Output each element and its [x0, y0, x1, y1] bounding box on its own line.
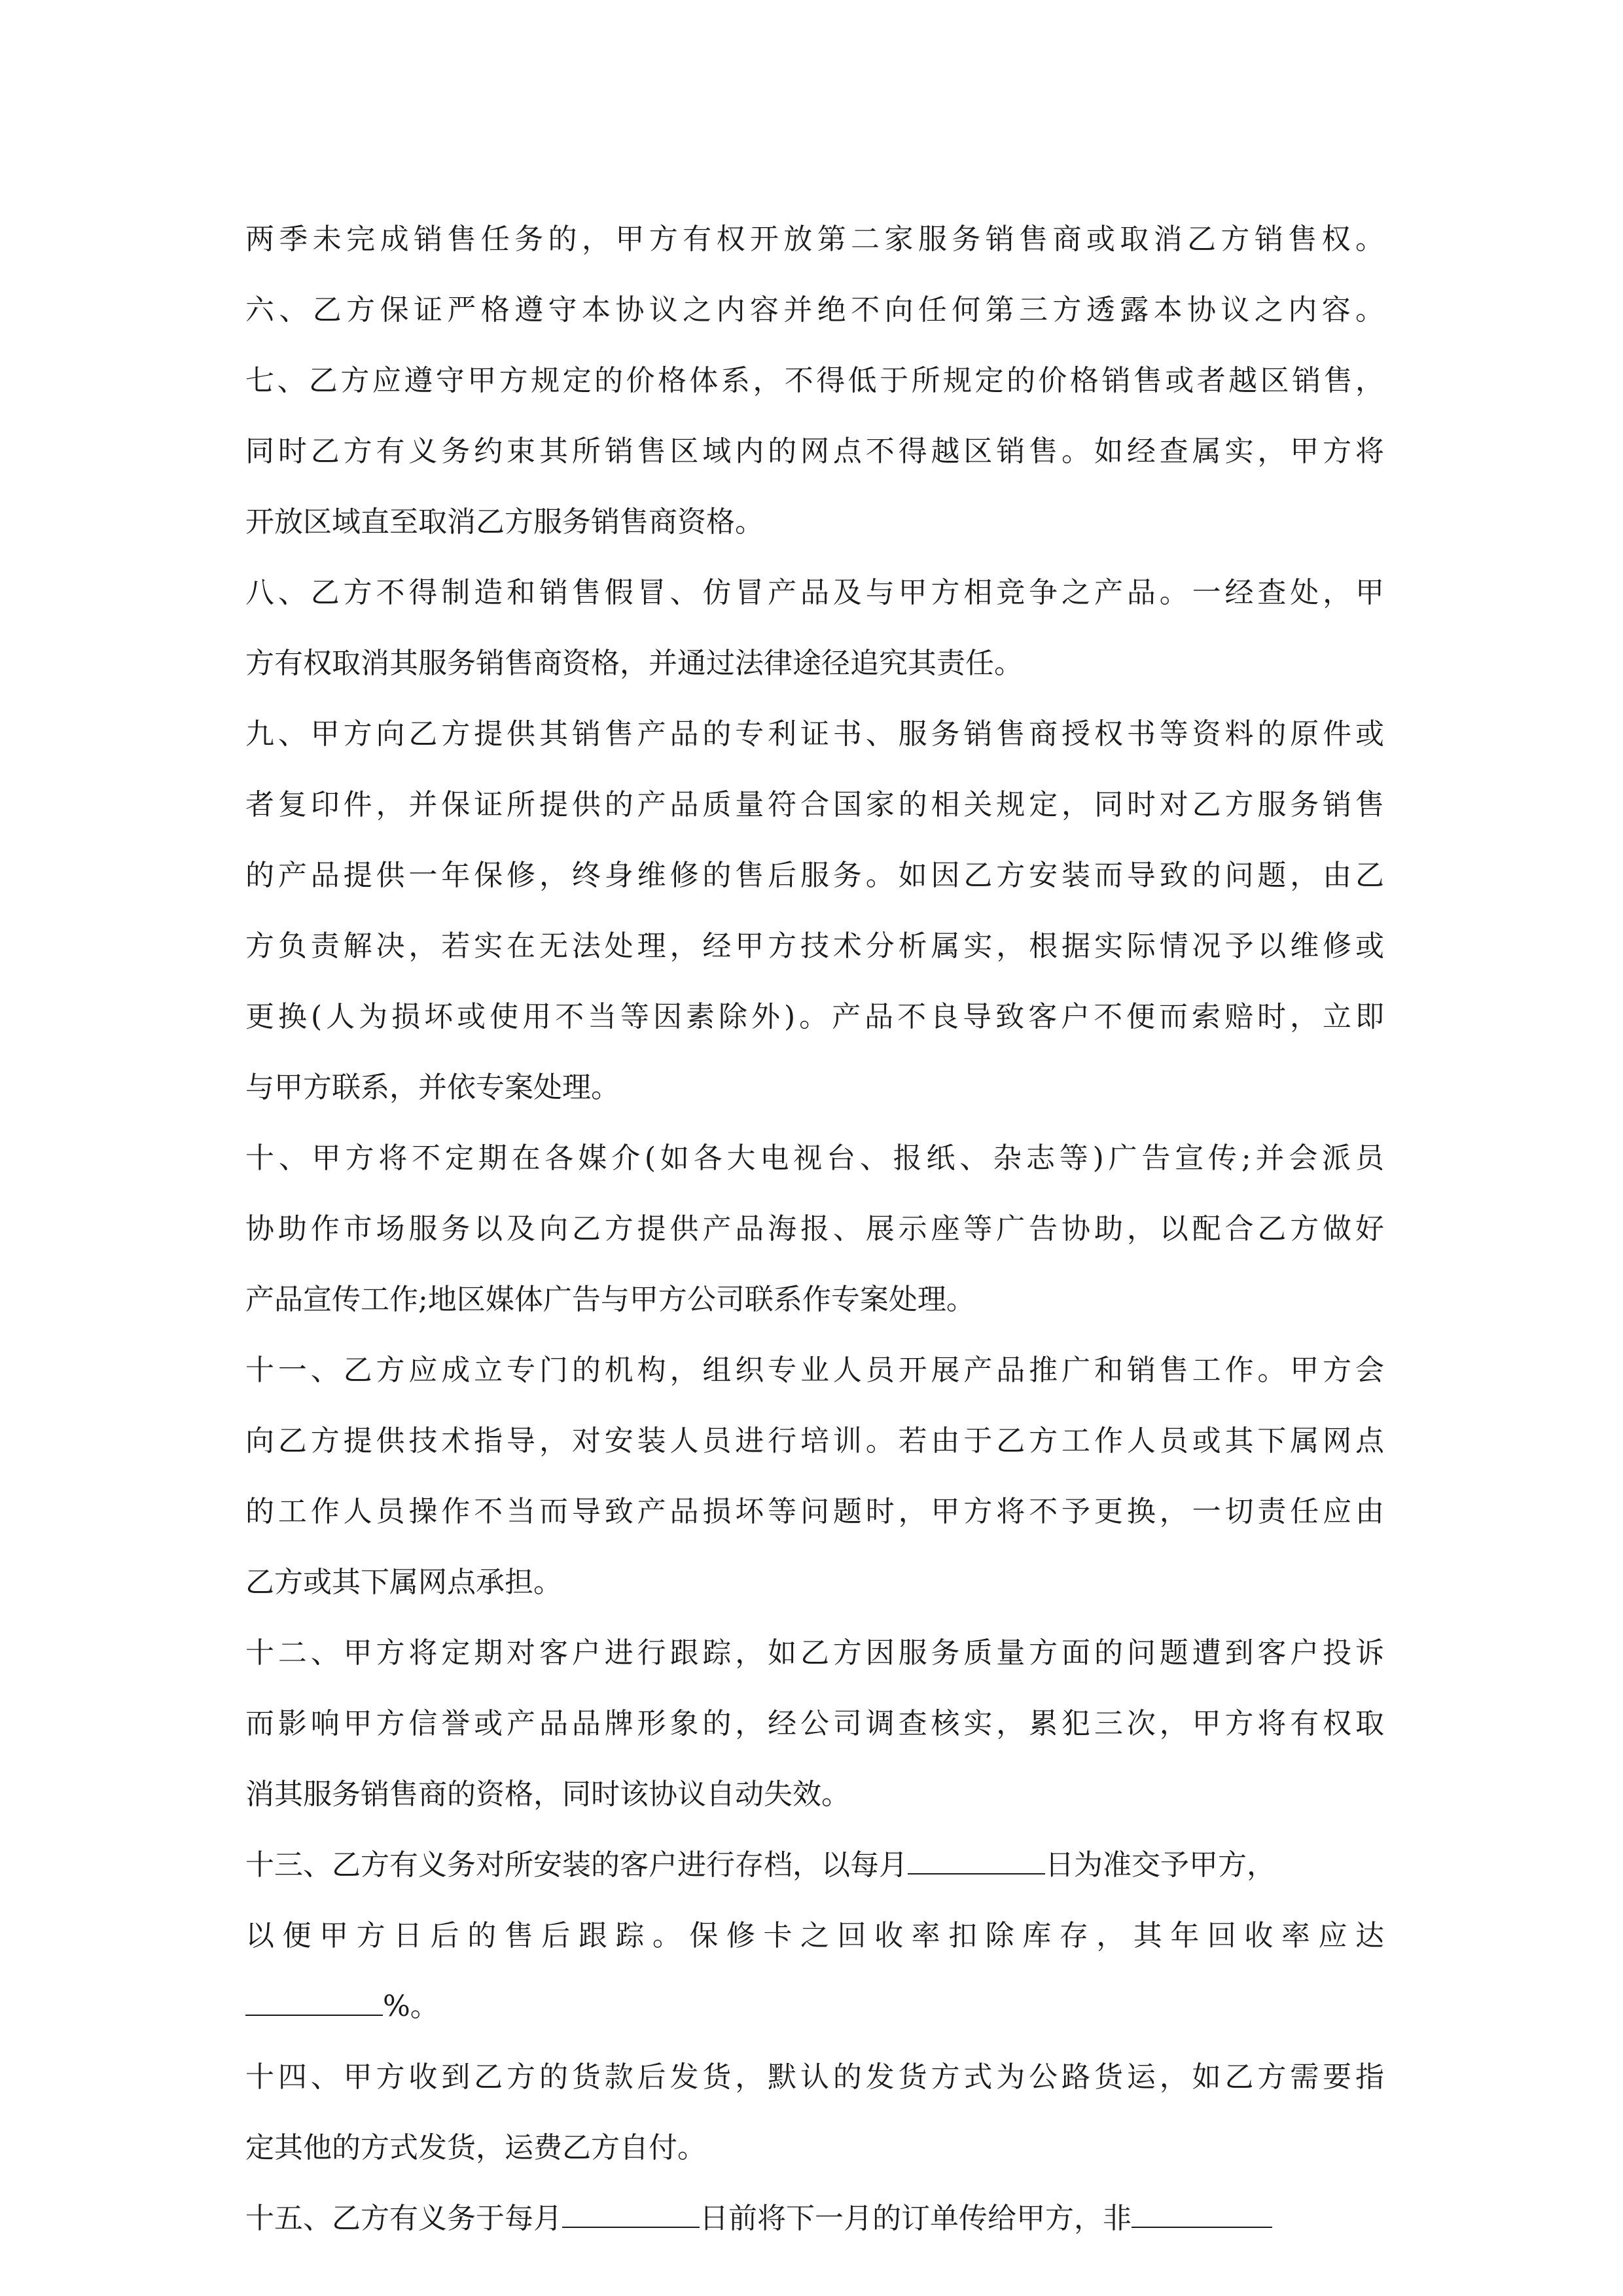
clause-13-text-a: 十三、乙方有义务对所安装的客户进行存档，以每月 — [245, 1848, 908, 1882]
clause-13-line-1 — [245, 1830, 1384, 1901]
text-line: 方有权取消其服务销售商资格，并通过法律途径追究其责任。 — [245, 647, 1023, 680]
text-line: 八、乙方不得制造和销售假冒、仿冒产品及与甲方相竞争之产品。一经查处，甲 — [245, 576, 1384, 609]
text-line: 者复印件，并保证所提供的产品质量符合国家的相关规定，同时对乙方服务销售 — [245, 788, 1384, 821]
text-line: 以便甲方日后的售后跟踪。保修卡之回收率扣除库存，其年回收率应达 — [245, 1919, 1384, 1952]
document-page — [245, 204, 1384, 2254]
clause-13-line-3 — [245, 1971, 1384, 2042]
text-line: 两季未完成销售任务的，甲方有权开放第二家服务销售商或取消乙方销售权。 — [245, 223, 1384, 256]
clause-15-text-b: 日前将下一月的订单传给甲方，非 — [700, 2202, 1132, 2235]
text-line: 更换(人为损坏或使用不当等因素除外)。产品不良导致客户不便而索赔时，立即 — [245, 1000, 1384, 1033]
fill-blank-order-day[interactable] — [562, 2195, 700, 2228]
text-line: 定其他的方式发货，运费乙方自付。 — [245, 2131, 706, 2164]
clause-13-text-b: 日为准交予甲方， — [1045, 1848, 1275, 1882]
text-line: 向乙方提供技术指导，对安装人员进行培训。若由于乙方工作人员或其下属网点 — [245, 1424, 1384, 1458]
text-line: 产品宣传工作;地区媒体广告与甲方公司联系作专案处理。 — [245, 1283, 975, 1316]
text-line: 方负责解决，若实在无法处理，经甲方技术分析属实，根据实际情况予以维修或 — [245, 929, 1384, 963]
text-line: 乙方或其下属网点承担。 — [245, 1566, 562, 1599]
text-line: 协助作市场服务以及向乙方提供产品海报、展示座等广告协助，以配合乙方做好 — [245, 1212, 1384, 1246]
clause-15-line-1 — [245, 2183, 1384, 2254]
percent-suffix: %。 — [383, 1990, 439, 2023]
fill-blank-trailing[interactable] — [1132, 2195, 1272, 2228]
fill-blank-rate[interactable] — [245, 1983, 383, 2016]
text-line: 与甲方联系，并依专案处理。 — [245, 1071, 620, 1104]
text-line: 消其服务销售商的资格，同时该协议自动失效。 — [245, 1778, 850, 1811]
text-line: 同时乙方有义务约束其所销售区域内的网点不得越区销售。如经查属实，甲方将 — [245, 435, 1384, 468]
text-line: 十四、甲方收到乙方的货款后发货，默认的发货方式为公路货运，如乙方需要指 — [245, 2060, 1384, 2094]
fill-blank-day[interactable] — [908, 1842, 1045, 1874]
text-line: 十、甲方将不定期在各媒介(如各大电视台、报纸、杂志等)广告宣传;并会派员 — [245, 1141, 1384, 1175]
text-line: 的产品提供一年保修，终身维修的售后服务。如因乙方安装而导致的问题，由乙 — [245, 859, 1384, 892]
text-line: 七、乙方应遵守甲方规定的价格体系，不得低于所规定的价格销售或者越区销售， — [245, 364, 1384, 397]
text-line: 的工作人员操作不当而导致产品损坏等问题时，甲方将不予更换，一切责任应由 — [245, 1495, 1384, 1528]
text-line: 十二、甲方将定期对客户进行跟踪，如乙方因服务质量方面的问题遭到客户投诉 — [245, 1636, 1384, 1670]
text-line: 开放区域直至取消乙方服务销售商资格。 — [245, 505, 764, 539]
text-line: 九、甲方向乙方提供其销售产品的专利证书、服务销售商授权书等资料的原件或 — [245, 717, 1384, 751]
text-line: 十一、乙方应成立专门的机构，组织专业人员开展产品推广和销售工作。甲方会 — [245, 1354, 1384, 1387]
text-line: 而影响甲方信誉或产品品牌形象的，经公司调查核实，累犯三次，甲方将有权取 — [245, 1707, 1384, 1740]
clause-15-text-a: 十五、乙方有义务于每月 — [245, 2202, 562, 2235]
text-line: 六、乙方保证严格遵守本协议之内容并绝不向任何第三方透露本协议之内容。 — [245, 293, 1384, 327]
